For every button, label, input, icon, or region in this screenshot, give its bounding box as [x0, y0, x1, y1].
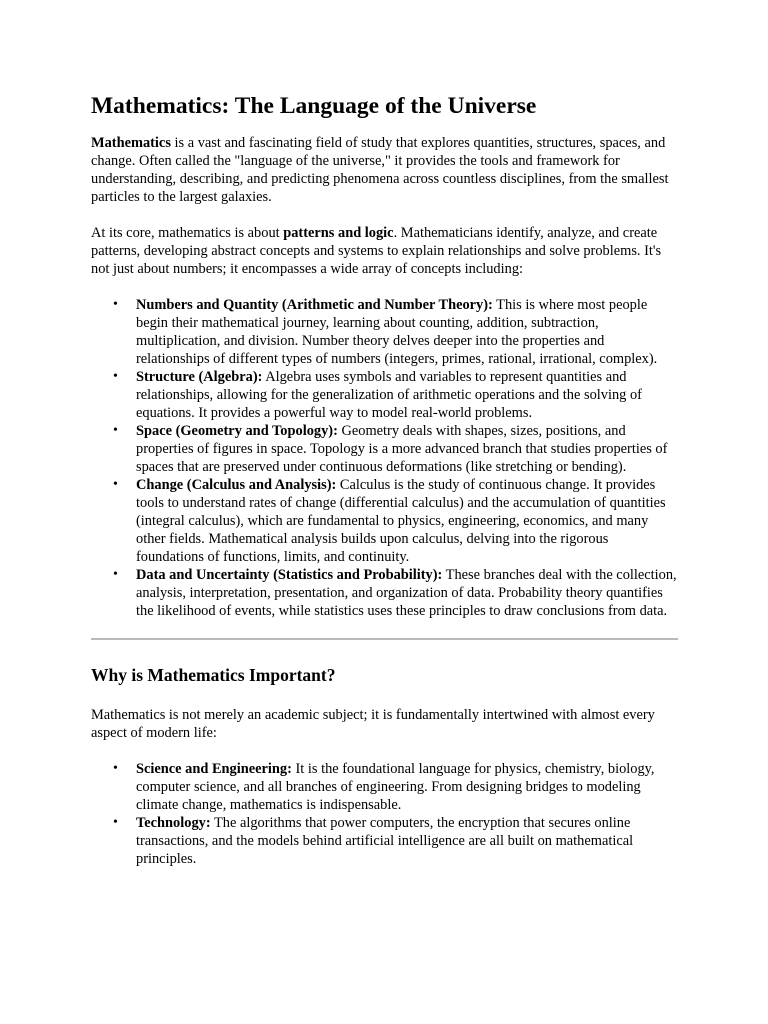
- core-text-before: At its core, mathematics is about: [91, 225, 284, 241]
- list-item: [113, 368, 678, 422]
- list-item-text: This is where most people begin their mathematical journey, learning about counting, addition, subtraction, multiplication, and division. Number theory delves deeper into the properties and relationships of different types of numbers (integers, primes, rational, irrational, complex).: [136, 297, 658, 367]
- list-item-term: Change (Calculus and Analysis):: [136, 477, 337, 493]
- core-text-after: . Mathematicians identify, analyze, and create patterns, developing abstract concepts and systems to explain relationships and solve problems. It's not just about numbers; it encompasses a wide array of concepts including:: [91, 225, 662, 277]
- concepts-list: [91, 296, 678, 620]
- list-item-term: Science and Engineering:: [136, 761, 292, 777]
- bullet-icon: •: [113, 297, 118, 312]
- list-item-text: Calculus is the study of continuous change. It provides tools to understand rates of change (differential calculus) and the accumulation of quantities (integral calculus), which are fundamental to physics, engineering, economics, and many other fields. Mathematical analysis builds upon calculus, delving into the rigorous foundations of functions, limits, and continuity.: [136, 477, 666, 565]
- importance-paragraph: Mathematics is not merely an academic subject; it is fundamentally intertwined with almost every aspect of modern life:: [91, 707, 655, 741]
- page-title: Mathematics: The Language of the Universe: [91, 93, 537, 119]
- list-item-text: The algorithms that power computers, the encryption that secures online transactions, and the models behind artificial intelligence are all built on mathematical principles.: [136, 815, 634, 867]
- bullet-icon: •: [113, 369, 118, 384]
- list-item: [113, 422, 678, 476]
- section-heading: Why is Mathematics Important?: [91, 665, 336, 685]
- list-item-term: Space (Geometry and Topology):: [136, 423, 338, 439]
- bullet-icon: •: [113, 423, 118, 438]
- list-item-term: Structure (Algebra):: [136, 369, 263, 385]
- bullet-icon: •: [113, 477, 118, 492]
- section-divider: [91, 638, 678, 640]
- list-item-text: These branches deal with the collection, analysis, interpretation, presentation, and organization of data. Probability theory quantifies the likelihood of events, while statistics uses these principles to draw conclusions from data.: [136, 567, 677, 619]
- list-item-term: Data and Uncertainty (Statistics and Probability):: [136, 567, 443, 583]
- list-item: [113, 814, 678, 868]
- intro-paragraph: [91, 134, 678, 206]
- list-item: [113, 566, 678, 620]
- list-item-term: Technology:: [136, 815, 211, 831]
- bullet-icon: •: [113, 567, 118, 582]
- intro-bold-term: Mathematics: [91, 135, 171, 151]
- intro-text: is a vast and fascinating field of study that explores quantities, structures, spaces, and change. Often called the "language of the universe," it provides the tools and framework for understanding, describing, and predicting phenomena across countless disciplines, from the smallest particles to the largest galaxies.: [91, 135, 669, 205]
- core-bold-term: patterns and logic: [283, 225, 394, 241]
- core-paragraph: [91, 224, 678, 278]
- bullet-icon: •: [113, 761, 118, 776]
- list-item-term: Numbers and Quantity (Arithmetic and Number Theory):: [136, 297, 493, 313]
- bullet-icon: •: [113, 815, 118, 830]
- list-item-text: It is the foundational language for physics, chemistry, biology, computer science, and all branches of engineering. From designing bridges to modeling climate change, mathematics is indispensable.: [136, 761, 655, 813]
- list-item-text: Algebra uses symbols and variables to represent quantities and relationships, allowing for the generalization of arithmetic operations and the solving of equations. It provides a powerful way to model real-world problems.: [136, 369, 642, 421]
- importance-list: [91, 760, 678, 868]
- list-item: [113, 296, 678, 368]
- list-item: [113, 760, 678, 814]
- list-item-text: Geometry deals with shapes, sizes, positions, and properties of figures in space. Topology is a more advanced branch that studies properties of spaces that are preserved under continuous deformations (like stretching or bending).: [136, 423, 668, 475]
- list-item: [113, 476, 678, 566]
